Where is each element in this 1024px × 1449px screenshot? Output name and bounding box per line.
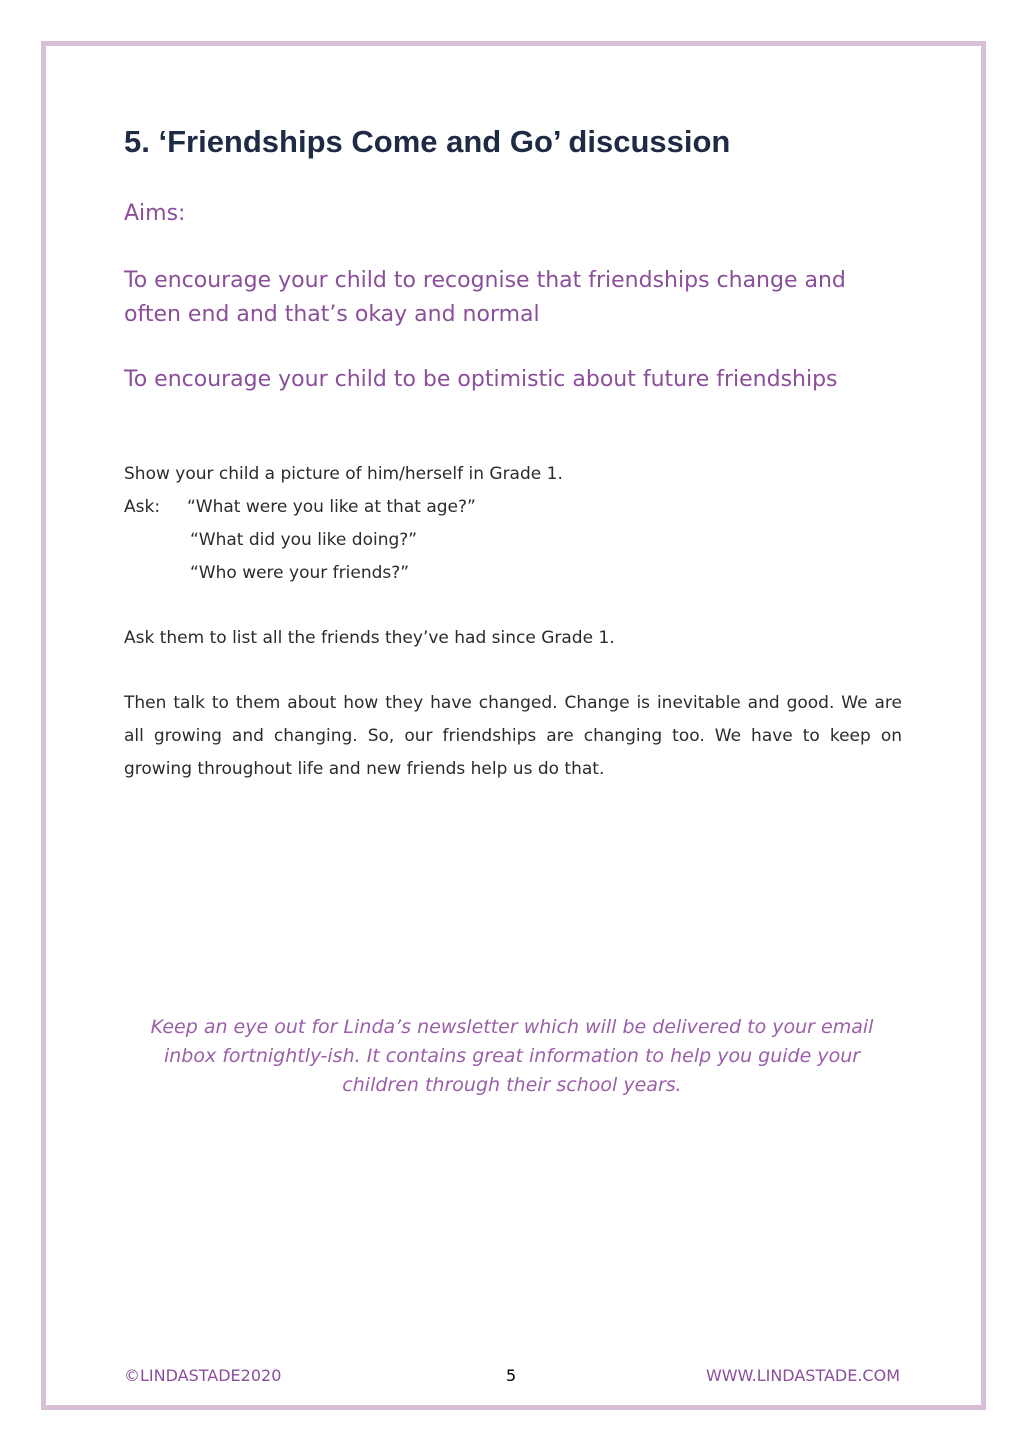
- intro-instruction: Show your child a picture of him/herself in Grade 1.: [124, 464, 563, 484]
- change-paragraph: Then talk to them about how they have changed. Change is inevitable and good. We are all growing and changing. So, our friendships are changing too. We have to keep on growing throughout life and new friends help us do that.: [124, 693, 902, 779]
- footer-page-number: 5: [506, 1366, 517, 1385]
- aims-heading: Aims:: [124, 201, 186, 226]
- newsletter-note: Keep an eye out for Linda’s newsletter which will be delivered to your email inbox fortnightly-ish. It contains great information to help you guide your children through their school years.: [150, 1016, 874, 1096]
- page-title: 5. ‘Friendships Come and Go’ discussion: [124, 124, 731, 159]
- question-item: “What did you like doing?”: [190, 530, 418, 550]
- question-item: “Who were your friends?”: [190, 563, 410, 583]
- question-item: “What were you like at that age?”: [187, 497, 476, 517]
- footer-copyright: ©LINDASTADE2020: [124, 1366, 282, 1385]
- ask-label: Ask:: [124, 497, 161, 517]
- ask-row: [124, 491, 476, 524]
- footer-website: WWW.LINDASTADE.COM: [705, 1366, 900, 1385]
- aim-item: To encourage your child to be optimistic about future friendships: [124, 367, 838, 392]
- list-instruction: Ask them to list all the friends they’ve had since Grade 1.: [124, 628, 615, 648]
- aim-item: To encourage your child to recognise that friendships change and often end and that’s okay and normal: [124, 268, 846, 327]
